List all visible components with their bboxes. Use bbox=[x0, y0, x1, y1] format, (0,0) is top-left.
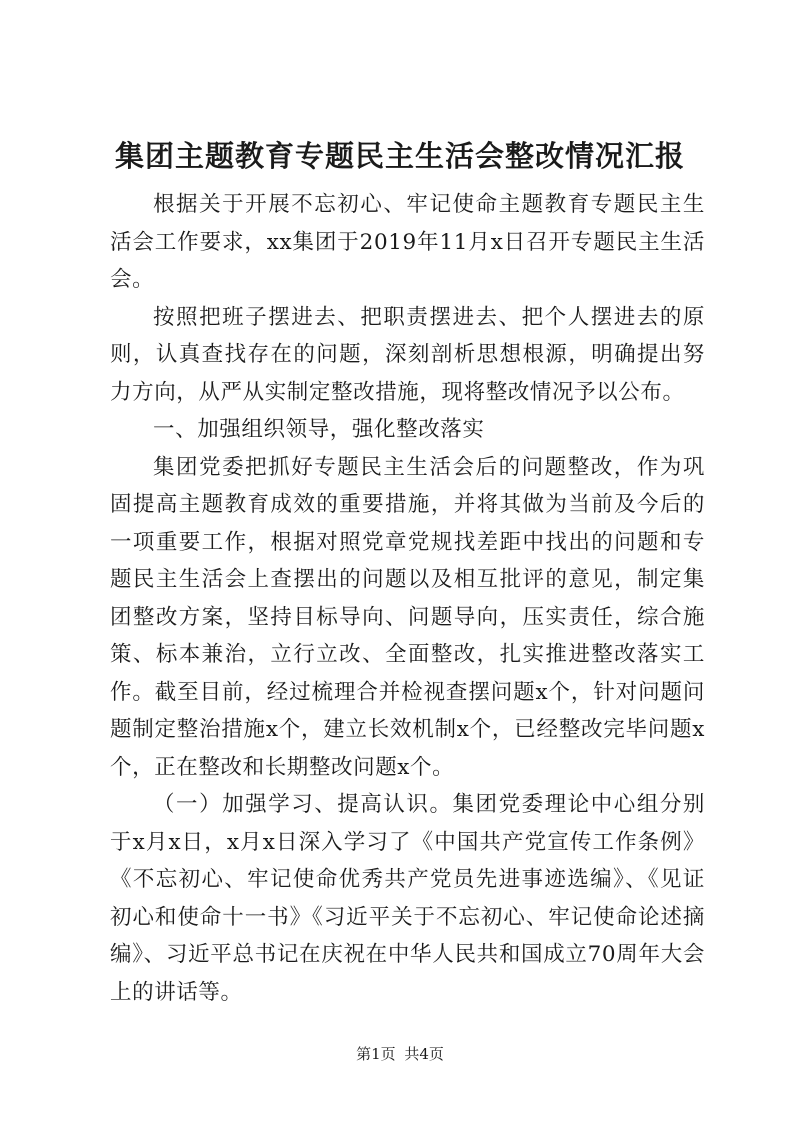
page-total: 共4页 bbox=[404, 1045, 444, 1063]
page-number: 第1页 bbox=[356, 1045, 396, 1063]
paragraph-principle: 按照把班子摆进去、把职责摆进去、把个人摆进去的原则，认真查找存在的问题，深刻剖析思想根源，明确提出努力方向，从严从实制定整改措施，现将整改情况予以公布。 bbox=[110, 304, 705, 405]
paragraph-section-1: 集团党委把抓好专题民主生活会后的问题整改，作为巩固提高主题教育成效的重要措施，并将其做为当前及今后的一项重要工作，根据对照党章党规找差距中找出的问题和专题民主生活会上查摆出的问题以及相互批评的意见，制定集团整改方案，坚持目标导向、问题导向，压实责任，综合施策、标本兼治，立行立改、全面整改，扎实推进整改落实工作。截至目前，经过梳理合并检视查摆问题x个，针对问题问题制定整治措施x个，建立长效机制x个，已经整改完毕问题x个，正在整改和长期整改问题x个。 bbox=[110, 454, 705, 780]
paragraph-intro: 根据关于开展不忘初心、牢记使命主题教育专题民主生活会工作要求，xx集团于2019年11月x日召开专题民主生活会。 bbox=[110, 192, 705, 292]
document-body bbox=[110, 186, 705, 1011]
document-title: 集团主题教育专题民主生活会整改情况汇报 bbox=[114, 139, 685, 173]
section-heading-1: 一、加强组织领导，强化整改落实 bbox=[153, 417, 485, 442]
paragraph-subsection-1: （一）加强学习、提高认识。集团党委理论中心组分别于x月x日，x月x日深入学习了《中国共产党宣传工作条例》《不忘初心、牢记使命优秀共产党员先进事迹选编》、《见证初心和使命十一书》《习近平关于不忘初心、牢记使命论述摘编》、习近平总书记在庆祝在中华人民共和国成立70周年大会上的讲话等。 bbox=[110, 792, 705, 1005]
page-footer bbox=[0, 1044, 800, 1064]
